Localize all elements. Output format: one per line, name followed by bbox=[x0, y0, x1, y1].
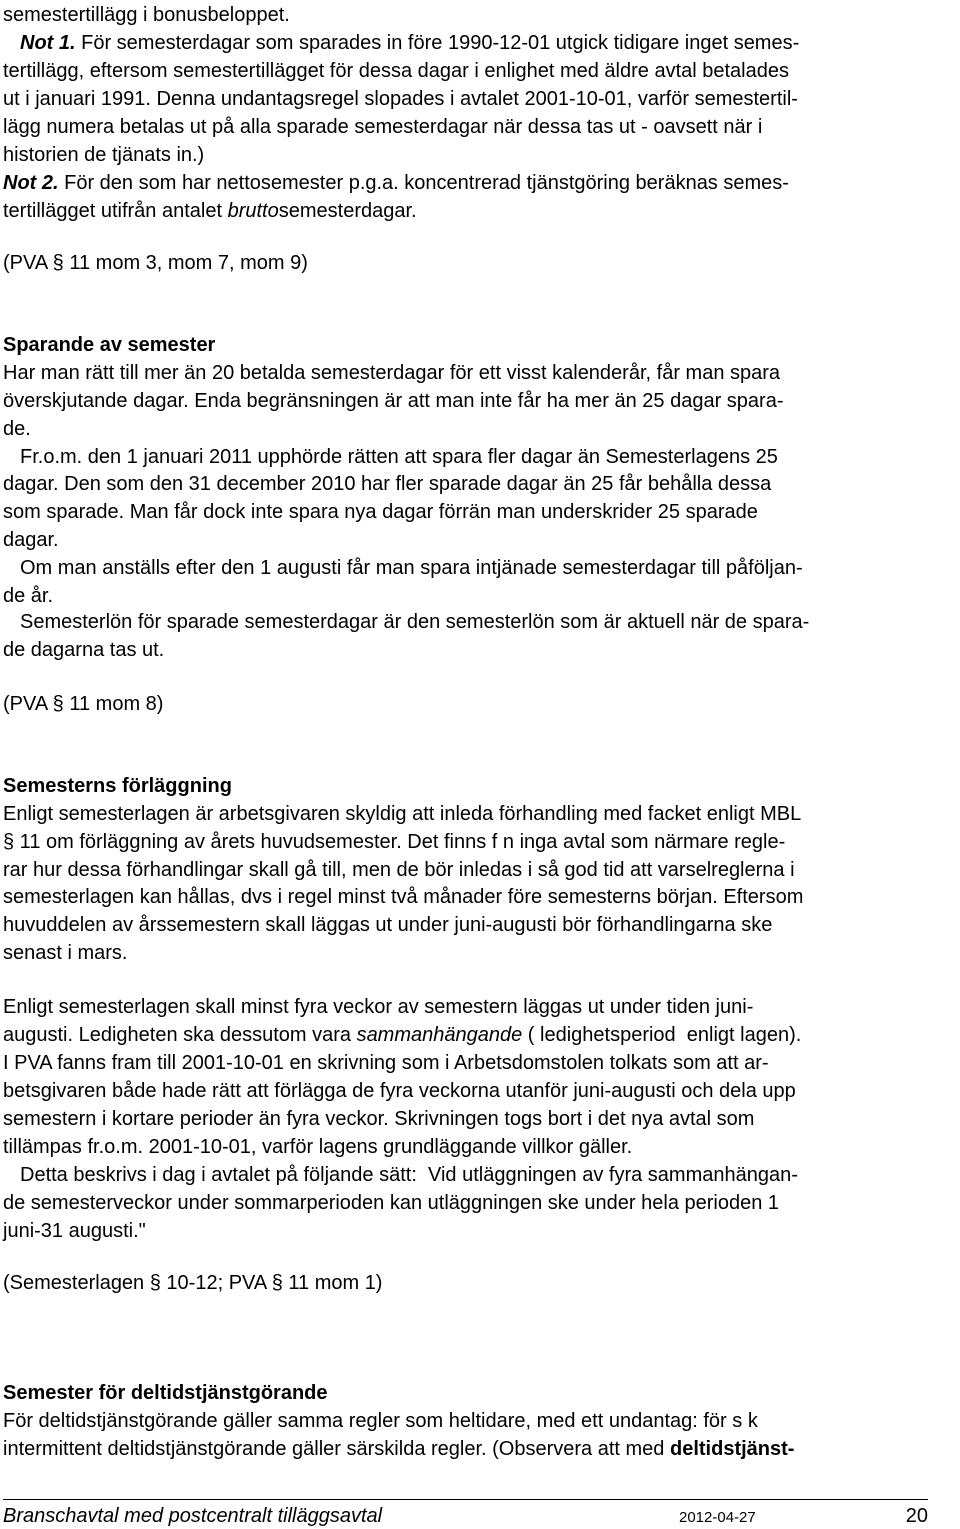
text-segment: lägg numera betalas ut på alla sparade semesterdagar när dessa tas ut - oavsett när i bbox=[3, 116, 763, 138]
text-line bbox=[3, 1435, 794, 1463]
section-heading: Semesterns förläggning bbox=[3, 775, 232, 797]
text-line bbox=[3, 828, 785, 856]
text-segment: Enligt semesterlagen är arbetsgivaren skyldig att inleda förhandling med facket enligt MBL bbox=[3, 803, 802, 825]
text-line bbox=[3, 1407, 758, 1435]
text-segment: huvuddelen av årssemestern skall läggas ut under juni-augusti bör förhandlingarna ske bbox=[3, 914, 773, 936]
text-segment: dagar. bbox=[3, 529, 59, 551]
text-line bbox=[3, 993, 753, 1021]
text-line bbox=[3, 470, 771, 498]
text-segment: (PVA bbox=[3, 693, 53, 715]
section-heading: Sparande av semester bbox=[3, 334, 216, 356]
text-segment: (PVA bbox=[3, 252, 53, 274]
text-line bbox=[3, 169, 789, 197]
text-line bbox=[3, 636, 164, 664]
text-line bbox=[3, 141, 204, 169]
text-segment: Enligt semesterlagen skall minst fyra veckor av semestern läggas ut under tiden juni- bbox=[3, 996, 754, 1018]
section-heading: deltidstjänst- bbox=[669, 1438, 795, 1460]
text-segment: semesterdagar. bbox=[278, 200, 417, 222]
text-line bbox=[3, 359, 780, 387]
text-line bbox=[3, 1269, 382, 1297]
text-segment: (Semesterlagen bbox=[3, 1272, 150, 1294]
text-segment: senast i mars. bbox=[3, 942, 128, 964]
text-segment: För deltidstjänstgörande gäller samma regler som heltidare, med ett undantag: för s k bbox=[3, 1410, 758, 1432]
text-segment: överskjutande dagar. Enda begränsningen är att man inte får ha mer än 25 dagar spara- bbox=[3, 390, 784, 412]
text-line bbox=[3, 85, 798, 113]
text-line bbox=[3, 331, 215, 359]
text-line bbox=[3, 498, 758, 526]
text-line bbox=[3, 1189, 779, 1217]
text-line bbox=[3, 800, 801, 828]
text-segment: intermittent deltidstjänstgörande gäller särskilda regler. (Observera att med bbox=[3, 1438, 670, 1460]
text-segment: 11 om förläggning av årets huvudsemester. Det finns f n inga avtal som närmare regle- bbox=[14, 831, 786, 853]
text-segment: sammanhängande bbox=[356, 1024, 523, 1046]
text-segment: Fr.o.m. den 1 januari 2011 upphörde rätten att spara fler dagar än Semesterlagens 25 bbox=[20, 446, 778, 468]
text-segment: 10-12; PVA bbox=[160, 1272, 272, 1294]
text-segment: brutto bbox=[227, 200, 279, 222]
text-segment: Detta beskrivs i dag i avtalet på följande sätt: Vid utläggningen av fyra sammanhängan- bbox=[20, 1164, 798, 1186]
text-segment: § bbox=[52, 252, 64, 274]
text-segment: § bbox=[3, 831, 15, 853]
text-segment: som sparade. Man får dock inte spara nya dagar förrän man underskrider 25 sparade bbox=[3, 501, 758, 523]
text-segment: tertillägg, eftersom semestertillägget för dessa dagar i enlighet med äldre avtal betalades bbox=[3, 60, 789, 82]
text-line bbox=[3, 1077, 796, 1105]
text-line bbox=[20, 1161, 798, 1189]
text-line bbox=[3, 526, 59, 554]
text-segment: de. bbox=[3, 418, 31, 440]
text-segment: Not 2. bbox=[3, 172, 59, 194]
text-segment: de år. bbox=[3, 585, 54, 607]
text-line bbox=[3, 1021, 801, 1049]
text-segment: semestertillägg i bonusbeloppet. bbox=[3, 4, 290, 26]
text-segment: de dagarna tas ut. bbox=[3, 639, 165, 661]
text-segment: juni-31 augusti." bbox=[3, 1220, 146, 1242]
text-segment: ( ledighetsperiod enligt lagen). bbox=[522, 1024, 802, 1046]
text-line bbox=[20, 29, 799, 57]
text-line bbox=[3, 1049, 769, 1077]
text-segment: semesterlagen kan hållas, dvs i regel minst två månader före semesterns början. Eftersom bbox=[3, 886, 804, 908]
text-line bbox=[3, 1133, 632, 1161]
text-line bbox=[20, 608, 809, 636]
footer-date: 2012-04-27 bbox=[679, 1509, 756, 1526]
text-line bbox=[3, 57, 789, 85]
page-footer bbox=[3, 1499, 928, 1528]
text-segment: historien de tjänats in.) bbox=[3, 144, 205, 166]
text-segment: semestern i kortare perioder än fyra veckor. Skrivningen togs bort i det nya avtal som bbox=[3, 1108, 755, 1130]
text-line bbox=[3, 883, 803, 911]
section-heading: Semester för deltidstjänstgörande bbox=[3, 1382, 328, 1404]
text-line bbox=[20, 554, 803, 582]
text-line bbox=[3, 249, 308, 277]
text-line bbox=[3, 690, 163, 718]
text-segment: I PVA fanns fram till 2001-10-01 en skrivning som i Arbetsdomstolen tolkats som att ar- bbox=[3, 1052, 769, 1074]
text-segment: dagar. Den som den 31 december 2010 har fler sparade dagar än 25 får behålla dessa bbox=[3, 473, 772, 495]
text-line bbox=[3, 1379, 328, 1407]
page-number: 20 bbox=[905, 1505, 928, 1527]
text-line bbox=[3, 911, 772, 939]
text-segment: augusti. Ledigheten ska dessutom vara bbox=[3, 1024, 357, 1046]
text-segment: tillämpas fr.o.m. 2001-10-01, varför lagens grundläggande villkor gäller. bbox=[3, 1136, 633, 1158]
text-line bbox=[3, 772, 232, 800]
text-line bbox=[3, 113, 762, 141]
text-segment: tertillägget utifrån antalet bbox=[3, 200, 228, 222]
text-segment: För semesterdagar som sparades in före 1990-12-01 utgick tidigare inget semes- bbox=[75, 32, 800, 54]
footer-title: Branschavtal med postcentralt tilläggsavtal bbox=[3, 1505, 383, 1527]
text-line bbox=[3, 197, 417, 225]
text-segment: 11 mom 1) bbox=[282, 1272, 383, 1294]
text-line bbox=[3, 939, 127, 967]
text-line bbox=[3, 856, 795, 884]
text-line bbox=[3, 1105, 754, 1133]
text-segment: För den som har nettosemester p.g.a. koncentrerad tjänstgöring beräknas semes- bbox=[58, 172, 789, 194]
text-segment: 11 mom 3, mom 7, mom 9) bbox=[63, 252, 308, 274]
text-line bbox=[3, 1217, 146, 1245]
text-segment: § bbox=[52, 693, 64, 715]
text-segment: ut i januari 1991. Denna undantagsregel slopades i avtalet 2001-10-01, varför semestertil- bbox=[3, 88, 798, 110]
text-segment: § bbox=[149, 1272, 161, 1294]
text-segment: betsgivaren både hade rätt att förlägga de fyra veckorna utanför juni-augusti och dela upp bbox=[3, 1080, 796, 1102]
text-line bbox=[3, 415, 31, 443]
text-line bbox=[3, 1, 290, 29]
text-segment: Semesterlön för sparade semesterdagar är den semesterlön som är aktuell när de spara- bbox=[20, 611, 810, 633]
text-segment: de semesterveckor under sommarperioden kan utläggningen ske under hela perioden 1 bbox=[3, 1192, 780, 1214]
text-segment: Har man rätt till mer än 20 betalda semesterdagar för ett visst kalenderår, får man spara bbox=[3, 362, 781, 384]
text-segment: rar hur dessa förhandlingar skall gå till, men de bör inledas i så god tid att varselreglerna i bbox=[3, 859, 795, 881]
text-line bbox=[3, 582, 53, 610]
text-segment: 11 mom 8) bbox=[63, 693, 164, 715]
text-segment: § bbox=[271, 1272, 283, 1294]
text-line bbox=[20, 443, 778, 471]
text-segment: Not 1. bbox=[20, 32, 76, 54]
text-line bbox=[3, 387, 784, 415]
text-segment: Om man anställs efter den 1 augusti får man spara intjänade semesterdagar till påföljan- bbox=[20, 557, 803, 579]
